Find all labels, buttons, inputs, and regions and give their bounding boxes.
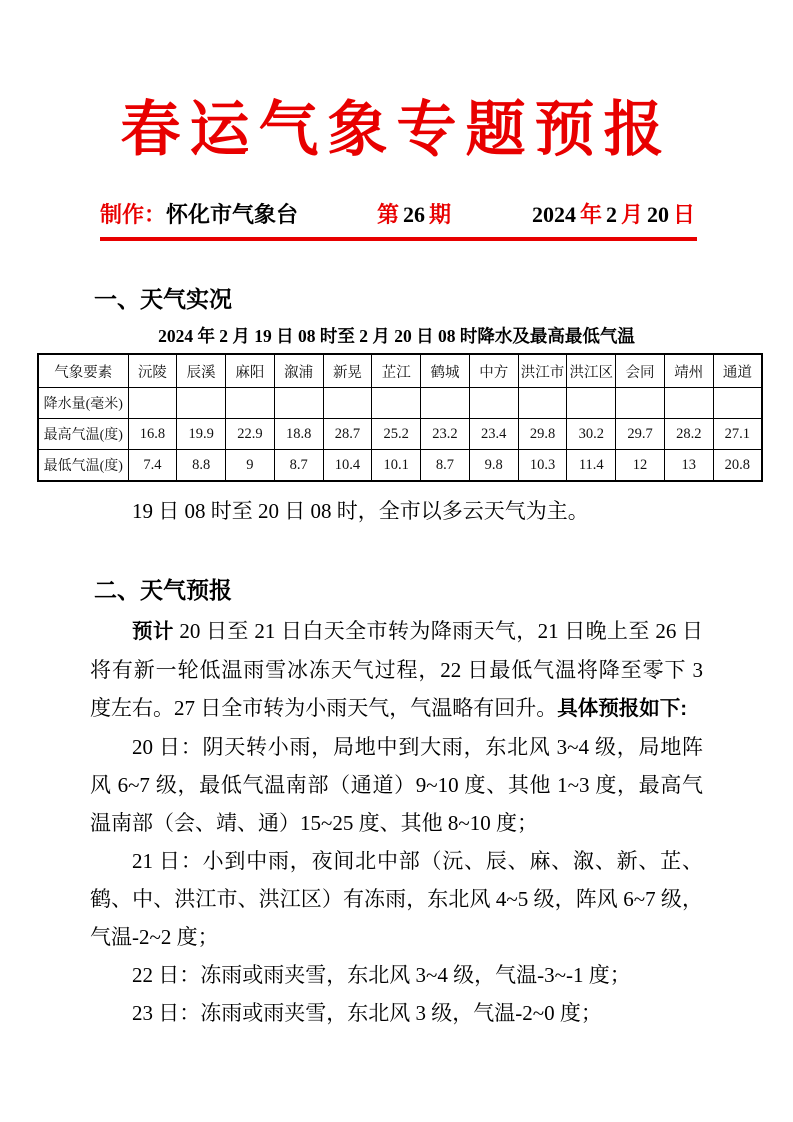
row-label: 降水量(毫米) <box>38 388 128 419</box>
table-header-cell: 通道 <box>713 354 762 388</box>
table-cell: 25.2 <box>372 419 421 450</box>
table-cell: 13 <box>664 450 713 482</box>
weather-summary-text: 19 日 08 时至 20 日 08 时，全市以多云天气为主。 <box>132 499 589 523</box>
forecast-day20-paragraph: 20 日：阴天转小雨，局地中到大雨，东北风 3~4 级，局地阵风 6~7 级，最低气温南部（通道）9~10 度、其他 1~3 度，最高气温南部（会、靖、通）15~25 度、其他 8~10 度； <box>90 735 703 835</box>
row-label: 最低气温(度) <box>38 450 128 482</box>
table-cell: 19.9 <box>177 419 226 450</box>
table-cell <box>372 388 421 419</box>
table-cell <box>616 388 665 419</box>
section2-heading: 二、天气预报 <box>94 577 232 603</box>
date-year: 2024 <box>531 202 576 227</box>
table-cell <box>518 388 567 419</box>
weather-observation-table <box>37 353 763 482</box>
table-header-cell: 洪江市 <box>518 354 567 388</box>
date-month: 2 <box>605 202 617 227</box>
table-cell <box>274 388 323 419</box>
forecast-day22-paragraph: 22 日：冻雨或雨夹雪，东北风 3~4 级，气温-3~-1 度； <box>132 963 631 987</box>
issue-number: 26 <box>402 202 425 227</box>
table-header-row <box>38 354 762 388</box>
forecast-intro-lead: 预计 <box>132 620 174 643</box>
table-cell: 22.9 <box>226 419 275 450</box>
table-cell: 7.4 <box>128 450 177 482</box>
table-cell: 8.7 <box>274 450 323 482</box>
table-cell <box>664 388 713 419</box>
table-cell: 9.8 <box>469 450 518 482</box>
section1-heading: 一、天气实况 <box>94 286 232 312</box>
table-cell <box>567 388 616 419</box>
table-header-cell: 鹤城 <box>421 354 470 388</box>
issue-suffix: 期 <box>428 202 451 227</box>
issue-number-field <box>375 198 453 229</box>
table-header-cell: 麻阳 <box>226 354 275 388</box>
table-cell: 28.2 <box>664 419 713 450</box>
weather-table-title: 2024 年 2 月 19 日 08 时至 2 月 20 日 08 时降水及最高最低气温 <box>158 326 635 346</box>
table-cell: 16.8 <box>128 419 177 450</box>
document-title: 春运气象专题预报 <box>120 97 673 163</box>
producer-field <box>100 198 298 229</box>
forecast-day21-paragraph: 21 日：小到中雨，夜间北中部（沅、辰、麻、溆、新、芷、鹤、中、洪江市、洪江区）有冻雨，东北风 4~5 级，阵风 6~7 级，气温-2~2 度； <box>90 849 703 949</box>
table-cell <box>713 388 762 419</box>
table-cell <box>421 388 470 419</box>
table-cell <box>323 388 372 419</box>
table-cell <box>226 388 275 419</box>
table-header-cell: 新晃 <box>323 354 372 388</box>
table-cell: 23.4 <box>469 419 518 450</box>
table-header-cell: 靖州 <box>664 354 713 388</box>
forecast-intro-tail: 具体预报如下: <box>557 697 688 720</box>
forecast-intro-body: 20 日至 21 日白天全市转为降雨天气，21 日晚上至 26 日将有新一轮低温雨雪冰冻天气过程，22 日最低气温将降至零下 3 度左右。27 日全市转为小雨天气，气温略有回升。 <box>90 619 704 720</box>
issue-prefix: 第 <box>376 202 399 227</box>
date-year-unit: 年 <box>579 202 602 227</box>
table-cell: 18.8 <box>274 419 323 450</box>
table-cell <box>177 388 226 419</box>
table-cell <box>469 388 518 419</box>
table-cell: 10.1 <box>372 450 421 482</box>
table-row-max-temp <box>38 419 762 450</box>
date-month-unit: 月 <box>620 202 643 227</box>
table-cell: 29.7 <box>616 419 665 450</box>
table-header-cell: 气象要素 <box>38 354 128 388</box>
masthead-meta-row <box>100 198 697 229</box>
table-cell: 12 <box>616 450 665 482</box>
table-header-cell: 沅陵 <box>128 354 177 388</box>
table-cell: 8.7 <box>421 450 470 482</box>
table-cell: 27.1 <box>713 419 762 450</box>
date-day-unit: 日 <box>672 202 695 227</box>
table-cell: 10.4 <box>323 450 372 482</box>
producer-label: 制作： <box>100 202 167 227</box>
table-header-cell: 会同 <box>616 354 665 388</box>
table-row-min-temp <box>38 450 762 482</box>
table-cell: 23.2 <box>421 419 470 450</box>
table-row-precipitation <box>38 388 762 419</box>
table-header-cell: 中方 <box>469 354 518 388</box>
table-cell: 8.8 <box>177 450 226 482</box>
table-cell: 28.7 <box>323 419 372 450</box>
table-cell: 9 <box>226 450 275 482</box>
table-header-cell: 辰溪 <box>177 354 226 388</box>
table-cell: 11.4 <box>567 450 616 482</box>
producer-value: 怀化市气象台 <box>166 202 299 227</box>
forecast-day23-paragraph: 23 日：冻雨或雨夹雪，东北风 3 级，气温-2~0 度； <box>132 1001 602 1025</box>
table-cell: 30.2 <box>567 419 616 450</box>
table-header-cell: 洪江区 <box>567 354 616 388</box>
table-header-cell: 溆浦 <box>274 354 323 388</box>
row-label: 最高气温(度) <box>38 419 128 450</box>
issue-date-field <box>530 198 697 229</box>
forecast-intro-paragraph <box>90 612 703 728</box>
table-header-cell: 芷江 <box>372 354 421 388</box>
table-cell <box>128 388 177 419</box>
date-day: 20 <box>646 202 669 227</box>
table-cell: 20.8 <box>713 450 762 482</box>
table-cell: 10.3 <box>518 450 567 482</box>
table-cell: 29.8 <box>518 419 567 450</box>
red-divider-rule <box>100 237 697 241</box>
